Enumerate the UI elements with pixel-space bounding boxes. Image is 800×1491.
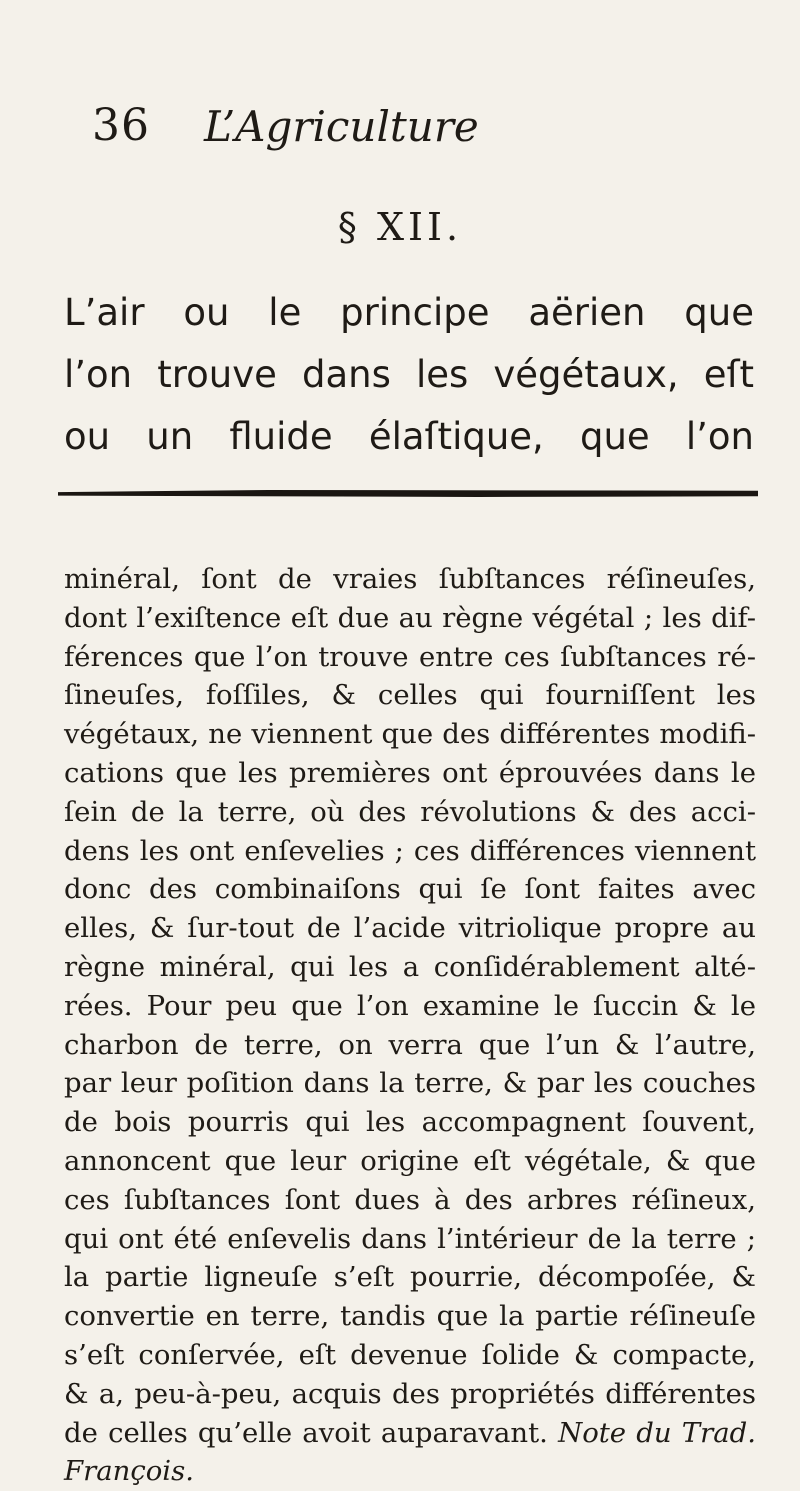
note-line: dont l’exiſtence eſt due au règne végétal ; les dif-	[64, 601, 756, 634]
note-line: de bois pourris qui les accompagnent ſouvent,	[64, 1106, 756, 1139]
note-line: cations que les premières ont éprouvées dans le	[64, 756, 756, 789]
heading-line: L’air ou le principe aërien que	[64, 291, 754, 334]
note-line: annoncent que leur origine eſt végétale, & que	[64, 1144, 756, 1177]
note-line: ces ſubſtances ſont dues à des arbres réſineux,	[64, 1183, 756, 1216]
note-line: dens les ont enſevelies ; ces différences viennent	[64, 834, 756, 867]
heading-line: ou un fluide élaſtique, que l’on	[64, 415, 754, 458]
page-number: 36	[92, 100, 150, 151]
note-line: la partie ligneuſe s’eſt pourrie, décompoſée, &	[64, 1261, 756, 1294]
note-line: férences que l’on trouve entre ces ſubſtances ré-	[64, 640, 756, 673]
note-line: règne minéral, qui les a conſidérablement alté-	[64, 950, 756, 983]
note-line: donc des combinaiſons qui ſe ſont faites avec	[64, 873, 756, 906]
section-heading	[64, 282, 754, 468]
note-line: ſineuſes, foſſiles, & celles qui fourniſſent les	[64, 679, 756, 712]
note-line-text: de celles qu’elle avoit auparavant.	[64, 1416, 548, 1449]
note-line: & a, peu-à-peu, acquis des propriétés différentes	[64, 1377, 756, 1410]
heading-line: l’on trouve dans les végétaux, eſt	[64, 353, 754, 396]
note-line: rées. Pour peu que l’on examine le ſuccin & le	[64, 989, 756, 1022]
note-line	[64, 1414, 756, 1453]
footnote-rule	[58, 490, 758, 497]
translator-note	[64, 560, 756, 1491]
note-line: qui ont été enſevelis dans l’intérieur de la terre ;	[64, 1222, 756, 1255]
running-head	[92, 100, 708, 170]
note-line: minéral, ſont de vraies ſubſtances réſineuſes,	[64, 563, 756, 595]
section-number: § XII.	[337, 205, 463, 249]
note-line: par leur poſition dans la terre, & par les couches	[64, 1067, 756, 1100]
running-title: L’Agriculture	[204, 102, 479, 151]
note-line: végétaux, ne viennent que des différentes modifi-	[64, 718, 756, 751]
note-line: elles, & ſur-tout de l’acide vitriolique propre au	[64, 912, 756, 945]
note-line: charbon de terre, on verra que l’un & l’autre,	[64, 1028, 756, 1061]
note-line: s’eſt conſervée, eſt devenue ſolide & compacte,	[64, 1338, 756, 1371]
note-attribution: Note du Trad.	[558, 1416, 756, 1449]
note-line: ſein de la terre, où des révolutions & des acci-	[64, 795, 756, 828]
note-line: convertie en terre, tandis que la partie réſineuſe	[64, 1300, 756, 1333]
note-attribution-continued: François.	[64, 1455, 194, 1488]
